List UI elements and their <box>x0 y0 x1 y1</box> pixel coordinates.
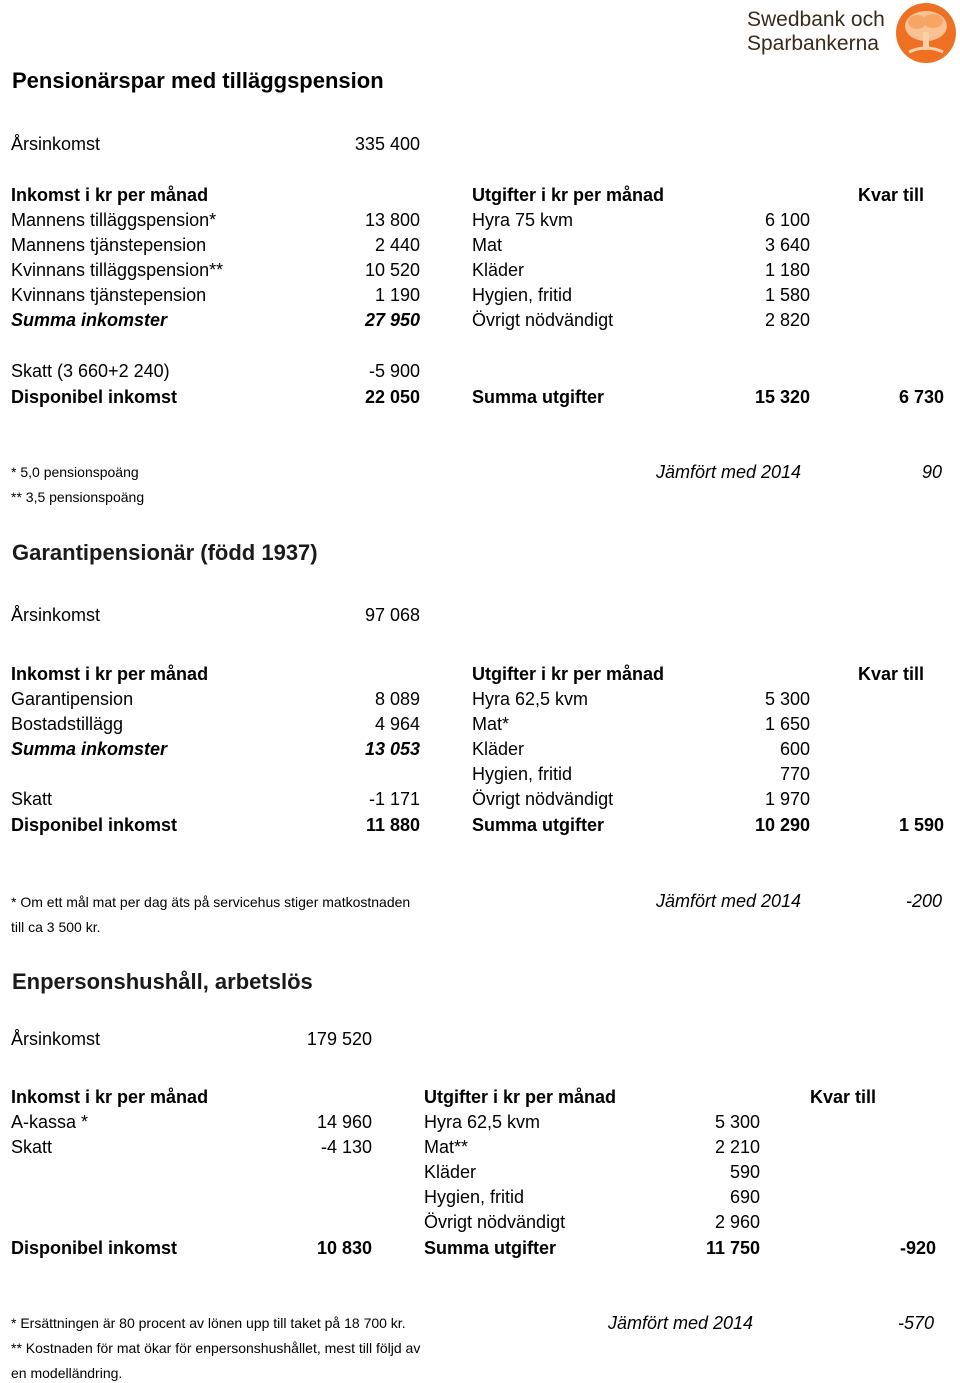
expense-sum-label: Summa utgifter <box>424 1238 557 1258</box>
income-sum-label: Summa inkomster <box>11 739 168 759</box>
annual-income-value: 179 520 <box>306 1029 372 1049</box>
remaining-header: Kvar till <box>858 664 925 684</box>
annual-income-value: 335 400 <box>354 134 420 154</box>
remaining-value: 1 590 <box>898 815 944 835</box>
compare-value: -200 <box>905 891 942 911</box>
expense-sum-label: Summa utgifter <box>472 387 605 407</box>
income-row-label: Skatt <box>11 1137 53 1157</box>
expense-header: Utgifter i kr per månad <box>472 185 665 205</box>
tax-value: -1 171 <box>368 789 420 809</box>
expense-row-value: 6 100 <box>764 210 810 230</box>
expense-row-value: 1 180 <box>764 260 810 280</box>
annual-income-label: Årsinkomst <box>11 1029 101 1049</box>
expense-row-label: Övrigt nödvändigt <box>472 310 614 330</box>
expense-row-label: Hygien, fritid <box>472 764 573 784</box>
expense-header: Utgifter i kr per månad <box>424 1087 617 1107</box>
expense-row-value: 770 <box>779 764 810 784</box>
footnote: ** 3,5 pensionspoäng <box>11 489 145 505</box>
section-title: Garantipensionär (född 1937) <box>12 540 318 565</box>
expense-row-label: Kläder <box>472 739 525 759</box>
income-row-label: Garantipension <box>11 689 134 709</box>
compare-label: Jämfört med 2014 <box>608 1313 754 1333</box>
income-row-label: Bostadstillägg <box>11 714 124 734</box>
footnote: till ca 3 500 kr. <box>11 919 101 935</box>
expense-row-value: 5 300 <box>714 1112 760 1132</box>
compare-value: 90 <box>921 462 942 482</box>
income-row-value: 4 964 <box>374 714 420 734</box>
disposable-income-value: 10 830 <box>316 1238 372 1258</box>
income-header: Inkomst i kr per månad <box>11 664 209 684</box>
expense-row-label: Övrigt nödvändigt <box>424 1212 566 1232</box>
expense-row-value: 5 300 <box>764 689 810 709</box>
income-sum-value: 27 950 <box>364 310 420 330</box>
expense-row-label: Övrigt nödvändigt <box>472 789 614 809</box>
tax-label: Skatt <box>11 789 53 809</box>
logo-line-1: Swedbank och <box>747 8 885 31</box>
expense-row-label: Hyra 62,5 kvm <box>424 1112 541 1132</box>
expense-row-value: 690 <box>729 1187 760 1207</box>
expense-row-value: 1 650 <box>764 714 810 734</box>
income-row-value: 14 960 <box>316 1112 372 1132</box>
remaining-header: Kvar till <box>858 185 925 205</box>
expense-row-label: Hygien, fritid <box>424 1187 525 1207</box>
compare-value: -570 <box>897 1313 934 1333</box>
income-row-label: A-kassa * <box>11 1112 89 1132</box>
tax-label: Skatt (3 660+2 240) <box>11 361 170 381</box>
annual-income-label: Årsinkomst <box>11 134 101 154</box>
expense-row-value: 2 210 <box>714 1137 760 1157</box>
expense-row-label: Kläder <box>424 1162 477 1182</box>
income-row-label: Kvinnans tjänstepension <box>11 285 207 305</box>
remaining-header: Kvar till <box>810 1087 877 1107</box>
disposable-income-label: Disponibel inkomst <box>11 387 178 407</box>
income-row-value: 1 190 <box>374 285 420 305</box>
income-row-label: Mannens tjänstepension <box>11 235 207 255</box>
income-sum-label: Summa inkomster <box>11 310 168 330</box>
annual-income-label: Årsinkomst <box>11 605 101 625</box>
compare-label: Jämfört med 2014 <box>656 891 802 911</box>
expense-row-value: 3 640 <box>764 235 810 255</box>
expense-sum-value: 10 290 <box>754 815 810 835</box>
disposable-income-value: 11 880 <box>365 815 420 835</box>
expense-row-value: 600 <box>779 739 810 759</box>
compare-label: Jämfört med 2014 <box>656 462 802 482</box>
expense-row-label: Mat <box>472 235 503 255</box>
expense-row-value: 2 960 <box>714 1212 760 1232</box>
swedbank-oak-logo-icon <box>895 2 957 64</box>
footnote: * Ersättningen är 80 procent av lönen upp till taket på 18 700 kr. <box>11 1315 406 1331</box>
tax-value: -5 900 <box>368 361 420 381</box>
income-row-value: -4 130 <box>320 1137 372 1157</box>
expense-row-label: Mat** <box>424 1137 469 1157</box>
expense-sum-label: Summa utgifter <box>472 815 605 835</box>
footnote: en modelländring. <box>11 1365 123 1381</box>
footnote: * 5,0 pensionspoäng <box>11 464 139 480</box>
footnote: * Om ett mål mat per dag äts på servicehus stiger matkostnaden <box>11 894 411 910</box>
income-row-value: 13 800 <box>364 210 420 230</box>
income-header: Inkomst i kr per månad <box>11 185 209 205</box>
income-sum-value: 13 053 <box>364 739 420 759</box>
expense-row-label: Hygien, fritid <box>472 285 573 305</box>
disposable-income-value: 22 050 <box>364 387 420 407</box>
section-title: Pensionärspar med tilläggspension <box>12 68 384 93</box>
expense-row-label: Hyra 62,5 kvm <box>472 689 589 709</box>
logo-text <box>747 8 885 56</box>
expense-row-label: Kläder <box>472 260 525 280</box>
logo-line-2: Sparbankerna <box>747 32 879 55</box>
remaining-value: 6 730 <box>898 387 944 407</box>
expense-row-value: 1 580 <box>764 285 810 305</box>
remaining-value: -920 <box>899 1238 936 1258</box>
footnote: ** Kostnaden för mat ökar för enpersonshushållet, mest till följd av <box>11 1340 421 1356</box>
income-row-value: 2 440 <box>374 235 420 255</box>
income-row-value: 8 089 <box>374 689 420 709</box>
income-header: Inkomst i kr per månad <box>11 1087 209 1107</box>
disposable-income-label: Disponibel inkomst <box>11 815 178 835</box>
expense-row-value: 1 970 <box>764 789 810 809</box>
expense-sum-value: 11 750 <box>705 1238 760 1258</box>
expense-row-value: 590 <box>729 1162 760 1182</box>
expense-row-value: 2 820 <box>764 310 810 330</box>
income-row-value: 10 520 <box>364 260 420 280</box>
expense-row-label: Hyra 75 kvm <box>472 210 574 230</box>
expense-row-label: Mat* <box>472 714 510 734</box>
annual-income-value: 97 068 <box>364 605 420 625</box>
expense-header: Utgifter i kr per månad <box>472 664 665 684</box>
disposable-income-label: Disponibel inkomst <box>11 1238 178 1258</box>
income-row-label: Kvinnans tilläggspension** <box>11 260 224 280</box>
income-row-label: Mannens tilläggspension* <box>11 210 217 230</box>
section-title: Enpersonshushåll, arbetslös <box>12 969 313 994</box>
expense-sum-value: 15 320 <box>754 387 810 407</box>
